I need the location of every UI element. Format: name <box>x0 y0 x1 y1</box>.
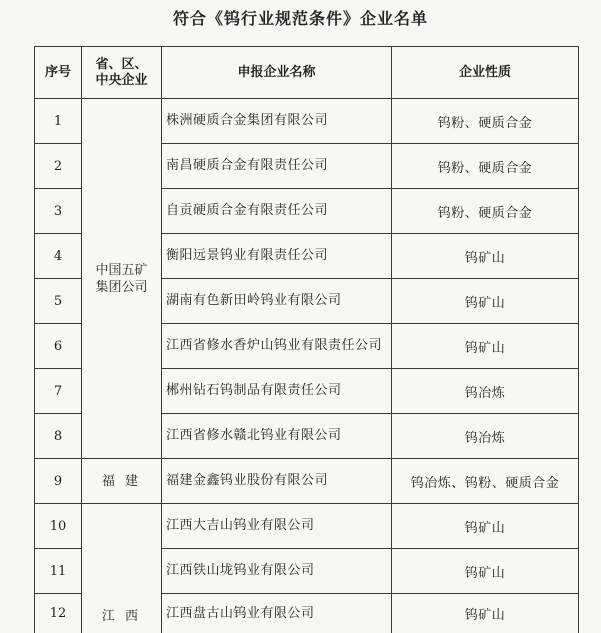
row-number: 11 <box>35 549 82 594</box>
table-row <box>35 99 579 144</box>
company-name: 郴州钻石钨制品有限责任公司 <box>162 369 392 414</box>
header-region-line1: 省、区、 <box>95 56 148 72</box>
region-minmetals-line2: 集团公司 <box>95 279 148 295</box>
row-number: 10 <box>35 504 82 549</box>
company-type: 钨矿山 <box>392 234 579 279</box>
header-region-line2: 中央企业 <box>95 72 148 88</box>
company-name: 南昌硬质合金有限责任公司 <box>162 144 392 189</box>
table-row <box>35 459 579 504</box>
company-name: 福建金鑫钨业股份有限公司 <box>162 459 392 504</box>
document-title: 符合《钨行业规范条件》企业名单 <box>172 9 428 28</box>
region-cell-minmetals <box>82 99 162 459</box>
company-name: 自贡硬质合金有限责任公司 <box>162 189 392 234</box>
region-minmetals-line1: 中国五矿 <box>95 262 148 278</box>
region-cell-jiangxi: 江 西 <box>82 504 162 633</box>
company-name: 江西省修水赣北钨业有限公司 <box>162 414 392 459</box>
company-type: 钨矿山 <box>392 549 579 594</box>
row-number: 2 <box>35 144 82 189</box>
company-type: 钨冶炼 <box>392 369 579 414</box>
company-type: 钨冶炼 <box>392 414 579 459</box>
company-type: 钨粉、硬质合金 <box>392 99 579 144</box>
table-header-row <box>35 47 579 99</box>
company-type: 钨粉、硬质合金 <box>392 189 579 234</box>
header-no: 序号 <box>35 47 82 99</box>
header-company: 申报企业名称 <box>162 47 392 99</box>
company-name: 湖南有色新田岭钨业有限公司 <box>162 279 392 324</box>
company-type: 钨矿山 <box>392 594 579 633</box>
header-type: 企业性质 <box>392 47 579 99</box>
row-number: 3 <box>35 189 82 234</box>
company-name: 江西省修水香炉山钨业有限责任公司 <box>162 324 392 369</box>
company-name: 江西盘古山钨业有限公司 <box>162 594 392 633</box>
row-number: 8 <box>35 414 82 459</box>
company-type: 钨冶炼、钨粉、硬质合金 <box>392 459 579 504</box>
row-number: 1 <box>35 99 82 144</box>
row-number: 7 <box>35 369 82 414</box>
row-number: 9 <box>35 459 82 504</box>
company-name: 株洲硬质合金集团有限公司 <box>162 99 392 144</box>
company-type: 钨粉、硬质合金 <box>392 144 579 189</box>
row-number: 12 <box>35 594 82 633</box>
company-name: 衡阳远景钨业有限责任公司 <box>162 234 392 279</box>
company-name: 江西铁山垅钨业有限公司 <box>162 549 392 594</box>
header-region <box>82 47 162 99</box>
company-name: 江西大吉山钨业有限公司 <box>162 504 392 549</box>
company-type: 钨矿山 <box>392 324 579 369</box>
company-type: 钨矿山 <box>392 279 579 324</box>
row-number: 6 <box>35 324 82 369</box>
company-list-table <box>34 46 579 633</box>
region-cell-fujian: 福 建 <box>82 459 162 504</box>
company-type: 钨矿山 <box>392 504 579 549</box>
table-row <box>35 504 579 549</box>
row-number: 5 <box>35 279 82 324</box>
row-number: 4 <box>35 234 82 279</box>
